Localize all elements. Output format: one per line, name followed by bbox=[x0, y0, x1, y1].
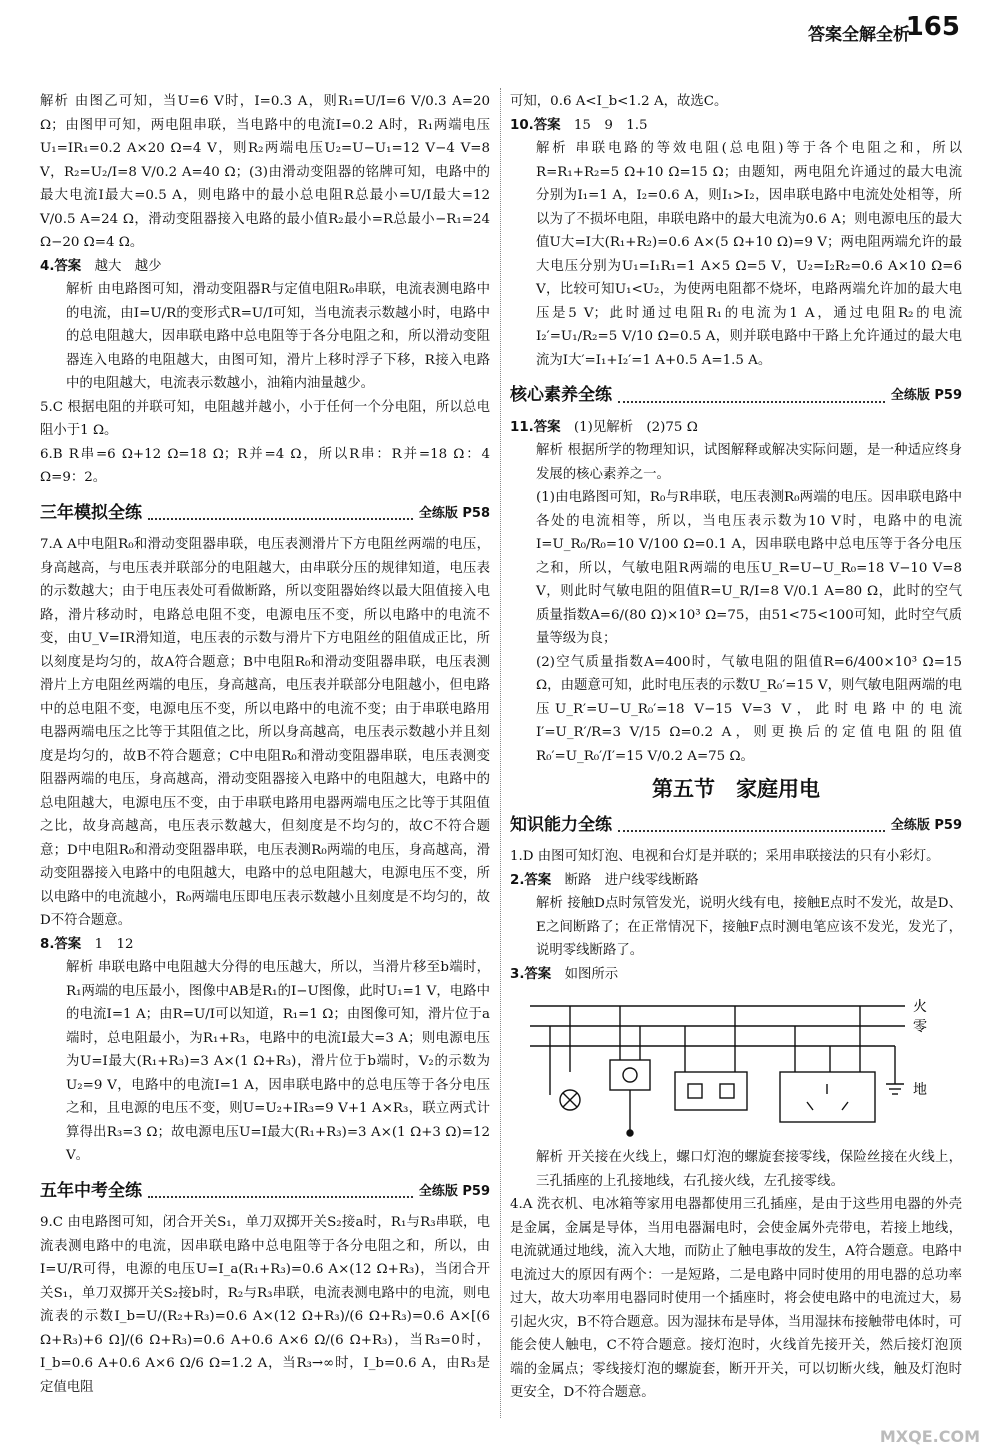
answer-4-explanation: 解析 由电路图可知，滑动变阻器R与定值电阻R₀串联，电流表测电路中的电流，由I=U/R的变形式R=U/I可知，当电流表示数越小时，电路中的总电阻越大，因串联电路中总电阻等于各分电阻之和，所以滑动变阻器连入电路的电阻越大，由图可知，滑片上移时浮子下移，R接入电路中的电阻越大，电流表示数越小，油箱内油量越少。 bbox=[66, 282, 490, 391]
answer-11-explanation-part1: (1)由电路图可知，R₀与R串联，电压表测R₀两端的电压。因串联电路中各处的电流相等，所以，当电压表示数为10 V时，电路中的电流I=U_R₀/R₀=10 V/100 Ω=0.1 A，因串联电路中总电压等于各分电压之和，所以，气敏电阻R两端的电压U_R=U−U_R₀=18 V−10 V=8 V，则此时气敏电阻的阻值R=U_R/I=8 V/0.1 A=80 Ω，此时的空气质量指数A=6/(80 Ω)×10³ Ω=75，由51<75<100可知，此时空气质量等级为良； bbox=[536, 490, 962, 646]
answer-7: 7.A A中电阻R₀和滑动变阻器串联，电压表测滑片下方电阻丝两端的电压，身高越高，与电压表并联部分的电阻越大，由串联分压的规律知道，电压表的示数越大；由于电压表处可看做断路，所以变阻器始终以最大阻值接入电路，滑片移动时，电路总电阻不变，电源电压不变，所以电路中的电流不变，由U_V=IR滑知道，电压表的示数与滑片下方电阻丝的阻值成正比，所以刻度是均匀的，故A符合题意；B中电阻R₀和滑动变阻器串联，电压表测滑片上方电阻丝两端的电压，身高越高，电压表并联部分电阻越小，但电路中的总电阻不变，电源电压不变，所以电路中的电流不变；由于串联电路用电器两端电压之比等于其阻值之比，所以身高越高，电压表示数越小并且刻度是均匀的，故B不符合题意；C中电阻R₀和滑动变阻器串联，电压表测变阻器两端的电压，身高越高，滑动变阻器接入电路中的电阻越大，电路中的总电阻越大，电源电压不变，由于串联电路用电器两端电压之比等于其阻值之比，故身高越高，电压表示数越大，但刻度是不均匀的，故C不符合题意；D中电阻R₀和滑动变阻器串联，电压表测R₀两端的电压，身高越高，滑动变阻器接入电路中的电阻越大，电路中的总电阻越大，电源电压不变，所以电路中的电流越小，R₀两端电压即电压表示数越小且刻度是不均匀的，故D不符合题意。 bbox=[40, 537, 490, 928]
answer-9-continued: 可知，0.6 A<I_b<1.2 A，故选C。 bbox=[510, 94, 728, 109]
answer-4-household: 4.A 洗衣机、电冰箱等家用电器都使用三孔插座，是由于这些用电器的外壳是金属，金属是导体，当用电器漏电时，会使金属外壳带电，若接上地线，电流就通过地线，流入大地，而防止了触电事故的发生，A符合题意。电路中电流过大的原因有两个：一是短路，二是电路中同时使用的用电器的总功率过大，故大功率用电器同时使用一个插座时，将会使电路中的电流过大，易引起火灾，B不符合题意。因为湿抹布是导体，当用湿抹布接触带电体时，可能会使人触电，C不符合题意。接灯泡时，火线首先接开关，然后接灯泡顶端的金属点；零线接灯泡的螺旋套，断开开关，可以切断火线，触及灯泡时更安全，D不符合题意。 bbox=[510, 1197, 962, 1400]
section-reference: 全练版 P59 bbox=[890, 388, 962, 403]
right-column bbox=[510, 90, 962, 1405]
section-title: 知识能力全练 bbox=[510, 814, 612, 835]
answer-value: 15 9 1.5 bbox=[573, 117, 648, 133]
section-header-zhishi bbox=[510, 814, 962, 838]
label-fire: 火 bbox=[913, 999, 927, 1015]
answer-8-explanation: 解析 串联电路中电阻越大分得的电压越大，所以，当滑片移至b端时，R₁两端的电压最小，图像中AB是R₁的I−U图像，此时U₁=1 V，电路中的电流I=1 A；由R=U/I可以知道，R₁=1 Ω；由图像可知，滑片位于a端时，总电阻最小，为R₁+R₃，电路中的电流I最大=3 A；则电源电压为U=I最大(R₁+R₃)=3 A×(1 Ω+R₃)，滑片位于b端时，V₂的示数为U₂=9 V，电路中的电流I=1 A，因串联电路中的总电压等于各分电压之和，且电源的电压不变，则U=U₂+IR₃=9 V+1 A×R₃，联立两式计算得出R₃=3 Ω；故电源电压U=I最大(R₁+R₃)=3 A×(1 Ω+3 Ω)=12 V。 bbox=[66, 960, 490, 1163]
section-header-sannian bbox=[40, 502, 490, 526]
fuse-box-icon bbox=[610, 1060, 650, 1090]
answer-3 bbox=[510, 963, 962, 987]
answer-11 bbox=[510, 416, 962, 440]
answer-value: 断路 进户线零线断路 bbox=[564, 872, 699, 888]
answer-number: 4.答案 bbox=[40, 258, 82, 274]
answer-4 bbox=[40, 255, 490, 279]
answer-number: 2.答案 bbox=[510, 872, 552, 888]
answer-number: 8.答案 bbox=[40, 936, 82, 952]
section-reference: 全练版 P59 bbox=[418, 1183, 490, 1199]
section-leader bbox=[618, 401, 885, 403]
section-header-hexin bbox=[510, 384, 962, 408]
section-reference: 全练版 P58 bbox=[418, 505, 490, 521]
section-header-wunian bbox=[40, 1180, 490, 1204]
answer-3-explanation: 解析 开关接在火线上，螺口灯泡的螺旋套接零线，保险丝接在火线上，三孔插座的上孔接地线，右孔接火线，左孔接零线。 bbox=[536, 1150, 962, 1189]
answer-10 bbox=[510, 114, 962, 138]
answer-1: 1.D 由图可知灯泡、电视和台灯是并联的；采用串联接法的只有小彩灯。 bbox=[510, 849, 940, 864]
section-reference: 全练版 P59 bbox=[890, 817, 962, 833]
section-title: 核心素养全练 bbox=[510, 385, 612, 405]
section-title: 五年中考全练 bbox=[40, 1180, 142, 1201]
section-leader bbox=[148, 518, 413, 520]
answer-11-explanation-part2: (2)空气质量指数A=400时，气敏电阻的阻值R=6/400×10³ Ω=15 Ω，由题意可知，此时电压表的示数U_R₀′=15 V，则气敏电阻两端的电压U_R′=U−U_R₀′=18 V−15 V=3 V，此时电路中的电流I′=U_R′/R=3 V/15 Ω=0.2 A，则更换后的定值电阻的阻值R₀′=U_R₀′/I′=15 V/0.2 A=75 Ω。 bbox=[536, 654, 962, 764]
answer-value: 1 12 bbox=[94, 936, 134, 952]
answer-value: 如图所示 bbox=[564, 966, 619, 982]
header-title: 答案全解全析 bbox=[808, 25, 910, 45]
answer-number: 10.答案 bbox=[510, 117, 561, 133]
chapter-title: 第五节 家庭用电 bbox=[652, 777, 820, 801]
watermark: MXQE.COM bbox=[879, 1427, 980, 1446]
answer-value: 越大 越少 bbox=[94, 258, 162, 274]
household-wiring-diagram bbox=[510, 990, 962, 1140]
section-leader bbox=[618, 830, 885, 832]
answer-number: 11.答案 bbox=[510, 419, 561, 435]
answer-5: 5.C 根据电阻的并联可知，电阻越并越小，小于任何一个分电阻，所以总电阻小于1 Ω。 bbox=[40, 399, 490, 438]
page-number: 165 bbox=[905, 12, 960, 42]
answer-8 bbox=[40, 933, 490, 957]
answer-9: 9.C 由电路图可知，闭合开关S₁，单刀双掷开关S₂接a时，R₁与R₃串联，电流表测电路中的电流，因串联电路中总电阻等于各分电阻之和，所以，由I=U/R可得，电源的电压U=I_a(R₁+R₃)=0.6 A×(12 Ω+R₃)，当闭合开关S₁，单刀双掷开关S₂接b时，R₂与R₃串联，电流表测电路中的电流，则电流表的示数I_b=U/(R₂+R₃)=0.6 A×(12 Ω+R₃)/(6 Ω+R₃)=0.6 A×[(6 Ω+R₃)+6 Ω]/(6 Ω+R₃)=0.6 A+0.6 A×6 Ω/(6 Ω+R₃)，当R₃=0时，I_b=0.6 A+0.6 A×6 Ω/6 Ω=1.2 A，当R₃→∞时，I_b=0.6 A，由R₃是定值电阻 bbox=[40, 1215, 490, 1395]
answer-11-explanation-intro: 解析 根据所学的物理知识，试图解释或解决实际问题，是一种适应终身发展的核心素养之一。 bbox=[536, 443, 962, 482]
section-leader bbox=[148, 1196, 413, 1198]
answer-10-explanation: 解析 串联电路的等效电阻(总电阻)等于各个电阻之和，所以R=R₁+R₂=5 Ω+10 Ω=15 Ω；由题知，两电阻允许通过的最大电流分别为I₁=1 A，I₂=0.6 A，则I₁>I₂，因串联电路中电流处处相等，所以为了不损坏电阻，串联电路中的最大电流为0.6 A；则电源电压的最大值U大=I大(R₁+R₂)=0.6 A×(5 Ω+10 Ω)=9 V；两电阻两端允许的最大电压分别为U₁=I₁R₁=1 A×5 Ω=5 V，U₂=I₂R₂=0.6 A×10 Ω=6 V，比较可知U₁<U₂，为使两电阻都不烧坏，电路两端允许加的最大电压是5 V；此时通过电阻R₁的电流为1 A，通过电阻R₂的电流I₂′=U₁/R₂=5 V/10 Ω=0.5 A，则并联电路中干路上允许通过的最大电流为I大′=I₁+I₂′=1 A+0.5 A=1.5 A。 bbox=[536, 141, 962, 368]
answer-3-explanation: 解析 由图乙可知，当U=6 V时，I=0.3 A，则R₁=U/I=6 V/0.3 A=20 Ω；由图甲可知，两电阻串联，当电路中的电流I=0.2 A时，R₁两端电压U₁=IR₁=0.2 A×20 Ω=4 V，则R₂两端电压U₂=U−U₁=12 V−4 V=8 V，R₂=U₂/I=8 V/0.2 A=40 Ω；(3)由滑动变阻器的铭牌可知，电路中的最大电流I最大=0.5 A，则电路中的最小总电阻R总最小=U/I最大=12 V/0.5 A=24 Ω，滑动变阻器接入电路的最小值R₂最小=R总最小−R₁=24 Ω−20 Ω=4 Ω。 bbox=[40, 94, 490, 250]
wiring-diagram-svg bbox=[510, 990, 962, 1140]
label-zero: 零 bbox=[913, 1019, 927, 1035]
label-ground: 地 bbox=[913, 1082, 927, 1098]
answer-2 bbox=[510, 869, 962, 893]
two-pin-socket-icon bbox=[675, 1072, 747, 1110]
answer-number: 3.答案 bbox=[510, 966, 552, 982]
column-divider bbox=[500, 88, 502, 1418]
section-title: 三年模拟全练 bbox=[40, 502, 142, 523]
three-pin-socket-icon bbox=[780, 1072, 875, 1122]
answer-2-explanation: 解析 接触D点时氖管发光，说明火线有电，接触E点时不发光，故是D、E之间断路了；在正常情况下，接触F点时测电笔应该不发光，发光了，说明零线断路了。 bbox=[536, 896, 962, 958]
answer-value: (1)见解析 (2)75 Ω bbox=[573, 419, 698, 435]
left-column bbox=[40, 90, 490, 1399]
answer-6: 6.B R串=6 Ω+12 Ω=18 Ω；R并=4 Ω，所以R串：R并=18 Ω：4 Ω=9：2。 bbox=[40, 446, 490, 485]
page-header bbox=[0, 6, 1000, 52]
